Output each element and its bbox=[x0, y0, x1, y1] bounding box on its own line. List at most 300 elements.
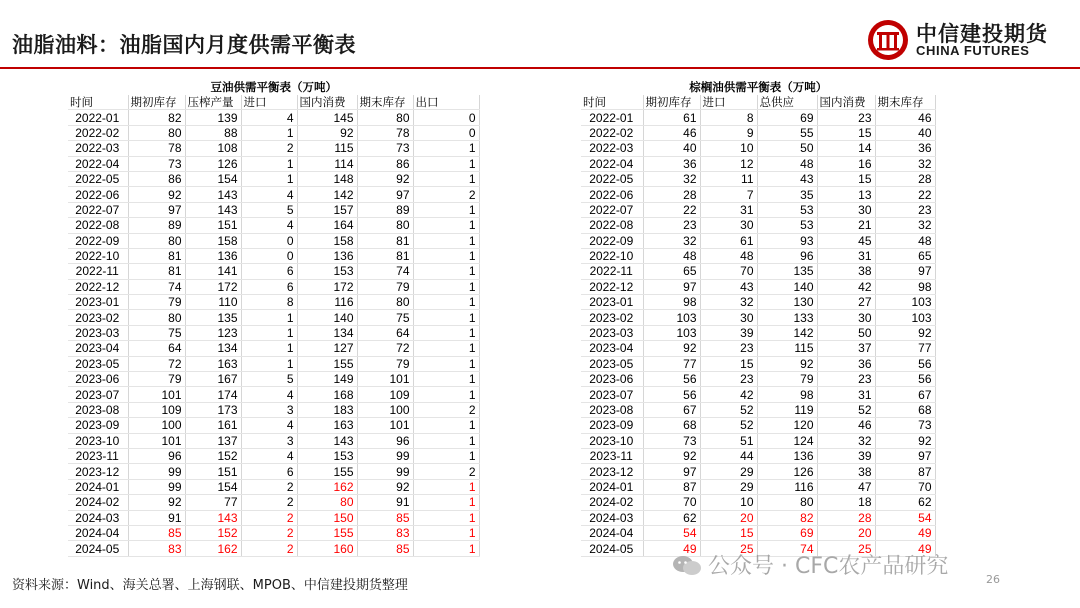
value-cell: 123 bbox=[185, 325, 241, 340]
value-cell: 101 bbox=[357, 418, 413, 433]
title-divider bbox=[0, 67, 1080, 69]
value-cell: 43 bbox=[700, 279, 757, 294]
value-cell: 126 bbox=[185, 156, 241, 171]
value-cell: 15 bbox=[700, 356, 757, 371]
value-cell: 174 bbox=[185, 387, 241, 402]
table-row bbox=[68, 110, 479, 125]
date-cell: 2022-01 bbox=[581, 110, 643, 125]
value-cell: 4 bbox=[241, 448, 297, 463]
value-cell: 85 bbox=[357, 541, 413, 556]
value-cell: 103 bbox=[875, 295, 935, 310]
value-cell: 9 bbox=[700, 125, 757, 140]
table-row bbox=[68, 248, 479, 263]
value-cell: 23 bbox=[817, 372, 875, 387]
value-cell: 81 bbox=[128, 264, 185, 279]
value-cell: 75 bbox=[357, 310, 413, 325]
value-cell: 74 bbox=[128, 279, 185, 294]
value-cell: 1 bbox=[413, 495, 479, 510]
value-cell: 124 bbox=[757, 433, 817, 448]
value-cell: 43 bbox=[757, 171, 817, 186]
value-cell: 145 bbox=[297, 110, 357, 125]
value-cell: 22 bbox=[875, 187, 935, 202]
value-cell: 130 bbox=[757, 295, 817, 310]
date-cell: 2022-08 bbox=[68, 218, 128, 233]
value-cell: 119 bbox=[757, 402, 817, 417]
value-cell: 68 bbox=[643, 418, 700, 433]
value-cell: 1 bbox=[241, 156, 297, 171]
value-cell: 47 bbox=[817, 479, 875, 494]
value-cell: 89 bbox=[357, 202, 413, 217]
value-cell: 103 bbox=[643, 310, 700, 325]
value-cell: 1 bbox=[413, 356, 479, 371]
table-row bbox=[68, 510, 479, 525]
value-cell: 2 bbox=[241, 479, 297, 494]
table-row bbox=[581, 356, 935, 371]
table-row bbox=[581, 187, 935, 202]
value-cell: 4 bbox=[241, 387, 297, 402]
value-cell: 100 bbox=[128, 418, 185, 433]
value-cell: 81 bbox=[357, 248, 413, 263]
value-cell: 103 bbox=[643, 325, 700, 340]
column-header: 国内消费 bbox=[817, 95, 875, 110]
table-row bbox=[581, 110, 935, 125]
value-cell: 4 bbox=[241, 418, 297, 433]
value-cell: 83 bbox=[357, 525, 413, 540]
table-row bbox=[581, 341, 935, 356]
value-cell: 1 bbox=[413, 279, 479, 294]
value-cell: 1 bbox=[413, 171, 479, 186]
date-cell: 2022-11 bbox=[581, 264, 643, 279]
value-cell: 73 bbox=[357, 141, 413, 156]
value-cell: 81 bbox=[128, 248, 185, 263]
value-cell: 127 bbox=[297, 341, 357, 356]
value-cell: 0 bbox=[241, 248, 297, 263]
value-cell: 2 bbox=[413, 187, 479, 202]
table-row bbox=[68, 448, 479, 463]
value-cell: 39 bbox=[700, 325, 757, 340]
value-cell: 53 bbox=[757, 202, 817, 217]
value-cell: 109 bbox=[357, 387, 413, 402]
value-cell: 35 bbox=[757, 187, 817, 202]
company-logo bbox=[866, 18, 1066, 62]
value-cell: 56 bbox=[643, 372, 700, 387]
value-cell: 1 bbox=[413, 218, 479, 233]
value-cell: 79 bbox=[128, 372, 185, 387]
value-cell: 78 bbox=[357, 125, 413, 140]
value-cell: 96 bbox=[357, 433, 413, 448]
value-cell: 4 bbox=[241, 218, 297, 233]
value-cell: 115 bbox=[757, 341, 817, 356]
value-cell: 23 bbox=[643, 218, 700, 233]
value-cell: 49 bbox=[643, 541, 700, 556]
column-header: 期末库存 bbox=[357, 95, 413, 110]
value-cell: 97 bbox=[128, 202, 185, 217]
value-cell: 30 bbox=[700, 218, 757, 233]
value-cell: 38 bbox=[817, 464, 875, 479]
column-header: 国内消费 bbox=[297, 95, 357, 110]
value-cell: 82 bbox=[757, 510, 817, 525]
value-cell: 1 bbox=[413, 541, 479, 556]
value-cell: 79 bbox=[757, 372, 817, 387]
column-header: 期初库存 bbox=[128, 95, 185, 110]
value-cell: 32 bbox=[875, 156, 935, 171]
value-cell: 158 bbox=[185, 233, 241, 248]
table-row bbox=[68, 156, 479, 171]
column-header: 出口 bbox=[413, 95, 479, 110]
value-cell: 86 bbox=[357, 156, 413, 171]
column-header: 期初库存 bbox=[643, 95, 700, 110]
value-cell: 160 bbox=[297, 541, 357, 556]
value-cell: 92 bbox=[875, 433, 935, 448]
table-row bbox=[68, 279, 479, 294]
table-row bbox=[68, 341, 479, 356]
value-cell: 1 bbox=[413, 202, 479, 217]
table-row bbox=[581, 525, 935, 540]
value-cell: 23 bbox=[700, 341, 757, 356]
wechat-icon bbox=[672, 554, 702, 576]
value-cell: 99 bbox=[128, 479, 185, 494]
value-cell: 97 bbox=[875, 264, 935, 279]
value-cell: 53 bbox=[757, 218, 817, 233]
value-cell: 151 bbox=[185, 218, 241, 233]
value-cell: 98 bbox=[757, 387, 817, 402]
value-cell: 28 bbox=[875, 171, 935, 186]
value-cell: 150 bbox=[297, 510, 357, 525]
value-cell: 97 bbox=[643, 279, 700, 294]
value-cell: 2 bbox=[413, 464, 479, 479]
value-cell: 116 bbox=[757, 479, 817, 494]
value-cell: 143 bbox=[185, 187, 241, 202]
value-cell: 1 bbox=[413, 233, 479, 248]
value-cell: 92 bbox=[643, 448, 700, 463]
value-cell: 48 bbox=[757, 156, 817, 171]
value-cell: 155 bbox=[297, 356, 357, 371]
value-cell: 42 bbox=[817, 279, 875, 294]
value-cell: 91 bbox=[357, 495, 413, 510]
value-cell: 5 bbox=[241, 372, 297, 387]
value-cell: 92 bbox=[757, 356, 817, 371]
value-cell: 79 bbox=[357, 279, 413, 294]
table-row bbox=[581, 448, 935, 463]
value-cell: 6 bbox=[241, 264, 297, 279]
value-cell: 69 bbox=[757, 110, 817, 125]
value-cell: 5 bbox=[241, 202, 297, 217]
value-cell: 135 bbox=[757, 264, 817, 279]
value-cell: 1 bbox=[413, 387, 479, 402]
date-cell: 2023-04 bbox=[581, 341, 643, 356]
value-cell: 1 bbox=[241, 125, 297, 140]
value-cell: 100 bbox=[357, 402, 413, 417]
value-cell: 85 bbox=[128, 525, 185, 540]
value-cell: 0 bbox=[241, 233, 297, 248]
watermark-text: 公众号 · CFC农产品研究 bbox=[708, 554, 949, 579]
value-cell: 8 bbox=[700, 110, 757, 125]
date-cell: 2022-12 bbox=[581, 279, 643, 294]
date-cell: 2023-02 bbox=[68, 310, 128, 325]
value-cell: 92 bbox=[643, 341, 700, 356]
value-cell: 173 bbox=[185, 402, 241, 417]
value-cell: 14 bbox=[817, 141, 875, 156]
value-cell: 36 bbox=[817, 356, 875, 371]
value-cell: 31 bbox=[817, 387, 875, 402]
value-cell: 74 bbox=[757, 541, 817, 556]
value-cell: 18 bbox=[817, 495, 875, 510]
table-row bbox=[68, 372, 479, 387]
value-cell: 153 bbox=[297, 448, 357, 463]
value-cell: 141 bbox=[185, 264, 241, 279]
value-cell: 143 bbox=[297, 433, 357, 448]
value-cell: 3 bbox=[241, 433, 297, 448]
value-cell: 108 bbox=[185, 141, 241, 156]
value-cell: 109 bbox=[128, 402, 185, 417]
value-cell: 68 bbox=[875, 402, 935, 417]
column-header: 时间 bbox=[581, 95, 643, 110]
value-cell: 46 bbox=[817, 418, 875, 433]
value-cell: 96 bbox=[757, 248, 817, 263]
value-cell: 50 bbox=[757, 141, 817, 156]
date-cell: 2024-03 bbox=[581, 510, 643, 525]
value-cell: 4 bbox=[241, 187, 297, 202]
value-cell: 73 bbox=[875, 418, 935, 433]
value-cell: 20 bbox=[700, 510, 757, 525]
value-cell: 1 bbox=[413, 310, 479, 325]
value-cell: 72 bbox=[357, 341, 413, 356]
table-row bbox=[581, 125, 935, 140]
value-cell: 136 bbox=[757, 448, 817, 463]
value-cell: 32 bbox=[643, 233, 700, 248]
value-cell: 29 bbox=[700, 479, 757, 494]
value-cell: 86 bbox=[128, 171, 185, 186]
value-cell: 31 bbox=[817, 248, 875, 263]
value-cell: 80 bbox=[357, 295, 413, 310]
table-row bbox=[581, 295, 935, 310]
value-cell: 2 bbox=[413, 402, 479, 417]
value-cell: 48 bbox=[875, 233, 935, 248]
date-cell: 2024-02 bbox=[581, 495, 643, 510]
value-cell: 152 bbox=[185, 525, 241, 540]
value-cell: 30 bbox=[700, 310, 757, 325]
date-cell: 2023-07 bbox=[68, 387, 128, 402]
date-cell: 2024-04 bbox=[581, 525, 643, 540]
value-cell: 2 bbox=[241, 541, 297, 556]
value-cell: 80 bbox=[128, 233, 185, 248]
value-cell: 28 bbox=[643, 187, 700, 202]
value-cell: 78 bbox=[128, 141, 185, 156]
value-cell: 136 bbox=[297, 248, 357, 263]
column-header: 总供应 bbox=[757, 95, 817, 110]
table-row bbox=[68, 495, 479, 510]
date-cell: 2022-09 bbox=[581, 233, 643, 248]
value-cell: 15 bbox=[817, 125, 875, 140]
value-cell: 98 bbox=[643, 295, 700, 310]
value-cell: 8 bbox=[241, 295, 297, 310]
value-cell: 65 bbox=[643, 264, 700, 279]
date-cell: 2023-07 bbox=[581, 387, 643, 402]
value-cell: 3 bbox=[241, 402, 297, 417]
value-cell: 36 bbox=[643, 156, 700, 171]
value-cell: 99 bbox=[128, 464, 185, 479]
value-cell: 153 bbox=[297, 264, 357, 279]
value-cell: 135 bbox=[185, 310, 241, 325]
value-cell: 46 bbox=[875, 110, 935, 125]
value-cell: 154 bbox=[185, 171, 241, 186]
table-row bbox=[581, 202, 935, 217]
value-cell: 139 bbox=[185, 110, 241, 125]
table-row bbox=[68, 479, 479, 494]
value-cell: 75 bbox=[128, 325, 185, 340]
value-cell: 87 bbox=[875, 464, 935, 479]
value-cell: 103 bbox=[875, 310, 935, 325]
value-cell: 49 bbox=[875, 525, 935, 540]
value-cell: 67 bbox=[643, 402, 700, 417]
value-cell: 110 bbox=[185, 295, 241, 310]
date-cell: 2022-02 bbox=[581, 125, 643, 140]
logo-text-cn: 中信建投期货 bbox=[916, 22, 1048, 46]
value-cell: 45 bbox=[817, 233, 875, 248]
value-cell: 80 bbox=[128, 125, 185, 140]
palm-oil-table bbox=[581, 79, 935, 557]
date-cell: 2023-09 bbox=[581, 418, 643, 433]
table-row bbox=[581, 387, 935, 402]
value-cell: 10 bbox=[700, 495, 757, 510]
value-cell: 80 bbox=[297, 495, 357, 510]
value-cell: 172 bbox=[185, 279, 241, 294]
date-cell: 2022-04 bbox=[581, 156, 643, 171]
value-cell: 98 bbox=[875, 279, 935, 294]
table-row bbox=[68, 233, 479, 248]
value-cell: 16 bbox=[817, 156, 875, 171]
value-cell: 101 bbox=[357, 372, 413, 387]
date-cell: 2024-05 bbox=[68, 541, 128, 556]
date-cell: 2022-07 bbox=[68, 202, 128, 217]
value-cell: 80 bbox=[128, 310, 185, 325]
value-cell: 12 bbox=[700, 156, 757, 171]
value-cell: 96 bbox=[128, 448, 185, 463]
table-row bbox=[581, 325, 935, 340]
value-cell: 2 bbox=[241, 495, 297, 510]
table-row bbox=[68, 325, 479, 340]
value-cell: 1 bbox=[413, 248, 479, 263]
value-cell: 62 bbox=[643, 510, 700, 525]
value-cell: 1 bbox=[413, 341, 479, 356]
date-cell: 2023-01 bbox=[68, 295, 128, 310]
table-row bbox=[581, 141, 935, 156]
value-cell: 23 bbox=[875, 202, 935, 217]
value-cell: 115 bbox=[297, 141, 357, 156]
date-cell: 2022-03 bbox=[68, 141, 128, 156]
value-cell: 99 bbox=[357, 464, 413, 479]
value-cell: 134 bbox=[297, 325, 357, 340]
date-cell: 2023-10 bbox=[68, 433, 128, 448]
value-cell: 13 bbox=[817, 187, 875, 202]
value-cell: 155 bbox=[297, 525, 357, 540]
value-cell: 32 bbox=[817, 433, 875, 448]
table-row bbox=[68, 202, 479, 217]
value-cell: 2 bbox=[241, 141, 297, 156]
date-cell: 2022-05 bbox=[581, 171, 643, 186]
table-row bbox=[581, 156, 935, 171]
value-cell: 1 bbox=[241, 310, 297, 325]
value-cell: 99 bbox=[357, 448, 413, 463]
value-cell: 2 bbox=[241, 525, 297, 540]
value-cell: 136 bbox=[185, 248, 241, 263]
value-cell: 22 bbox=[643, 202, 700, 217]
value-cell: 73 bbox=[128, 156, 185, 171]
logo-text-en: CHINA FUTURES bbox=[916, 43, 1030, 58]
date-cell: 2023-08 bbox=[581, 402, 643, 417]
value-cell: 69 bbox=[757, 525, 817, 540]
page-title: 油脂油料：油脂国内月度供需平衡表 bbox=[12, 33, 356, 57]
value-cell: 52 bbox=[817, 402, 875, 417]
table-row bbox=[581, 433, 935, 448]
value-cell: 97 bbox=[357, 187, 413, 202]
table-row bbox=[581, 510, 935, 525]
value-cell: 20 bbox=[817, 525, 875, 540]
table-row bbox=[581, 495, 935, 510]
date-cell: 2022-06 bbox=[581, 187, 643, 202]
value-cell: 70 bbox=[875, 479, 935, 494]
value-cell: 92 bbox=[128, 187, 185, 202]
value-cell: 1 bbox=[413, 479, 479, 494]
value-cell: 61 bbox=[700, 233, 757, 248]
value-cell: 30 bbox=[817, 202, 875, 217]
value-cell: 6 bbox=[241, 464, 297, 479]
value-cell: 10 bbox=[700, 141, 757, 156]
value-cell: 80 bbox=[357, 110, 413, 125]
value-cell: 0 bbox=[413, 125, 479, 140]
value-cell: 25 bbox=[700, 541, 757, 556]
date-cell: 2022-10 bbox=[581, 248, 643, 263]
date-cell: 2022-08 bbox=[581, 218, 643, 233]
value-cell: 56 bbox=[643, 387, 700, 402]
value-cell: 54 bbox=[875, 510, 935, 525]
value-cell: 39 bbox=[817, 448, 875, 463]
value-cell: 89 bbox=[128, 218, 185, 233]
value-cell: 77 bbox=[875, 341, 935, 356]
value-cell: 79 bbox=[357, 356, 413, 371]
value-cell: 80 bbox=[757, 495, 817, 510]
date-cell: 2022-07 bbox=[581, 202, 643, 217]
value-cell: 101 bbox=[128, 433, 185, 448]
date-cell: 2023-02 bbox=[581, 310, 643, 325]
value-cell: 46 bbox=[643, 125, 700, 140]
table-row bbox=[68, 295, 479, 310]
value-cell: 32 bbox=[700, 295, 757, 310]
date-cell: 2022-05 bbox=[68, 171, 128, 186]
date-cell: 2023-05 bbox=[581, 356, 643, 371]
watermark bbox=[672, 549, 948, 580]
value-cell: 1 bbox=[413, 264, 479, 279]
value-cell: 116 bbox=[297, 295, 357, 310]
value-cell: 1 bbox=[413, 156, 479, 171]
value-cell: 91 bbox=[128, 510, 185, 525]
date-cell: 2022-01 bbox=[68, 110, 128, 125]
date-cell: 2023-10 bbox=[581, 433, 643, 448]
value-cell: 44 bbox=[700, 448, 757, 463]
value-cell: 140 bbox=[297, 310, 357, 325]
value-cell: 161 bbox=[185, 418, 241, 433]
value-cell: 81 bbox=[357, 233, 413, 248]
value-cell: 151 bbox=[185, 464, 241, 479]
table-row bbox=[68, 356, 479, 371]
table-row bbox=[68, 433, 479, 448]
value-cell: 1 bbox=[241, 356, 297, 371]
column-header: 期末库存 bbox=[875, 95, 935, 110]
value-cell: 29 bbox=[700, 464, 757, 479]
value-cell: 92 bbox=[297, 125, 357, 140]
value-cell: 134 bbox=[185, 341, 241, 356]
table-row bbox=[68, 387, 479, 402]
